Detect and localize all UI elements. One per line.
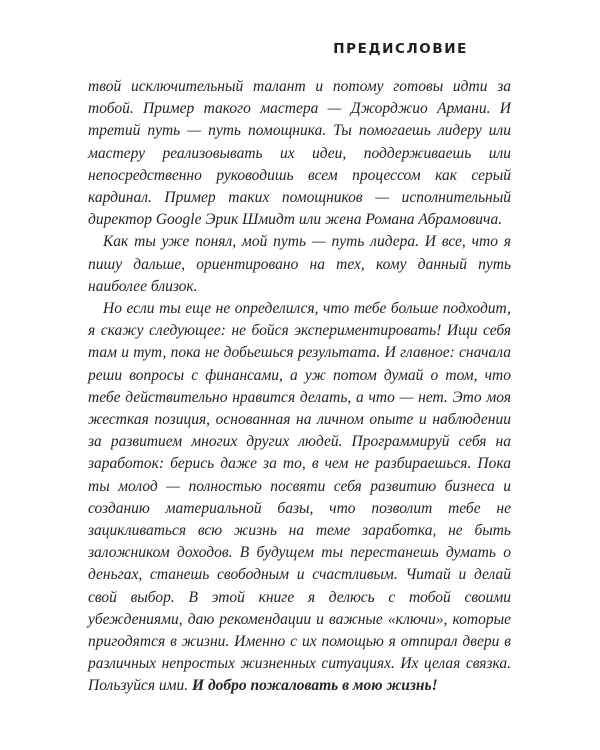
paragraph-2: Как ты уже понял, мой путь — путь лидера. И все, что я пишу дальше, ориентировано на тех, кому данный путь наиболее близок. xyxy=(88,233,511,295)
paragraph-3 xyxy=(88,298,511,698)
paragraph-3-bold-ending: И добро пожаловать в мою жизнь! xyxy=(192,677,438,695)
running-header: ПРЕДИСЛОВИЕ xyxy=(333,41,468,57)
paragraph-1: твой исключительный талант и потому готовы идти за тобой. Пример такого мастера — Джорджио Армани. И третий путь — путь помощника. Ты помогаешь лидеру или мастеру реализовывать их идеи, поддерживаешь или непосредственно руководишь всем процессом как серый кардинал. Пример таких помощников — исполнительный директор Google Эрик Шмидт или жена Романа Абрамовича. xyxy=(88,78,511,229)
body-text xyxy=(88,76,511,698)
paragraph-3-text: Но если ты еще не определился, что тебе больше подходит, я скажу следующее: не бойся экспериментировать! Ищи себя там и тут, пока не добьешься результата. И главное: сначала реши вопросы с финансами, а уж потом думай о том, что тебе действительно нравится делать, а что — нет. Это моя жесткая позиция, основанная на личном опыте и наблюдении за развитием многих других людей. Программируй себя на заработок: берись даже за то, в чем не разбираешься. Пока ты молод — полностью посвяти себя развитию бизнеса и созданию материальной базы, что позволит тебе не зацикливаться всю жизнь на теме заработка, не быть заложником доходов. В будущем ты перестанешь думать о деньгах, станешь свободным и счастливым. Читай и делай свой выбор. В этой книге я делюсь с тобой своими убеждениями, даю рекомендации и важные «ключи», которые пригодятся в жизни. Именно с их помощью я отпирал двери в различных непростых жизненных ситуациях. Их целая связка. Пользуйся ими. xyxy=(88,300,511,695)
